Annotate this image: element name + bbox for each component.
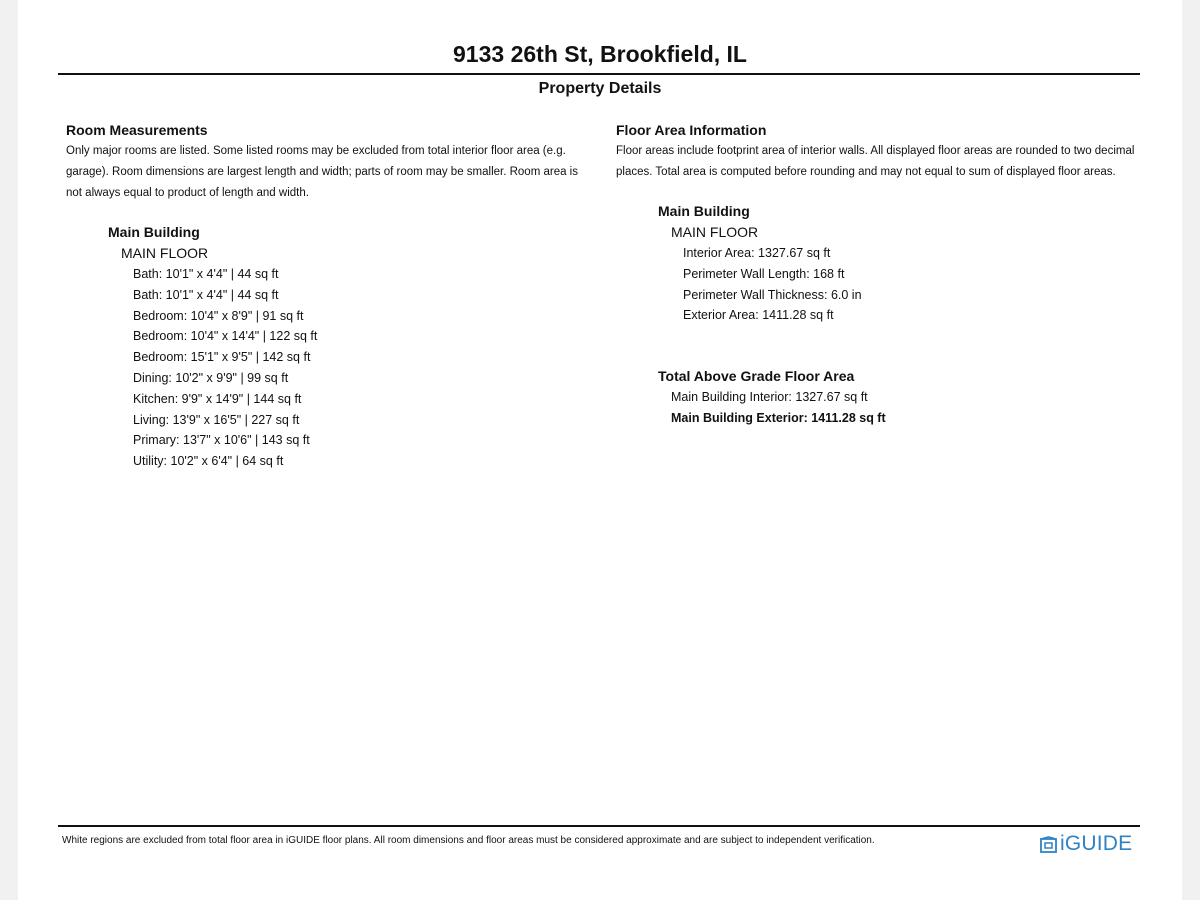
room-item: Bedroom: 10'4" x 14'4" | 122 sq ft xyxy=(133,329,318,344)
iguide-logo-text: iGUIDE xyxy=(1060,832,1133,855)
page-title: 9133 26th St, Brookfield, IL xyxy=(453,41,747,67)
room-list-group xyxy=(66,222,596,472)
total-exterior-value: Main Building Exterior: 1411.28 sq ft xyxy=(671,411,886,426)
iguide-logo-icon xyxy=(1040,836,1057,853)
room-item: Living: 13'9" x 16'5" | 227 sq ft xyxy=(133,412,300,427)
total-above-grade-heading: Total Above Grade Floor Area xyxy=(658,368,855,385)
floor-label: MAIN FLOOR xyxy=(671,224,759,240)
floor-area-heading: Floor Area Information xyxy=(616,122,767,138)
floor-area-item: Exterior Area: 1411.28 sq ft xyxy=(683,308,834,323)
floor-label: MAIN FLOOR xyxy=(121,245,209,261)
floor-area-item: Interior Area: 1327.67 sq ft xyxy=(683,246,831,260)
footer-divider xyxy=(58,825,1140,827)
room-measurements-note: Only major rooms are listed. Some listed rooms may be excluded from total interior floor area (e.g. garage). Room dimensions are largest length and width; parts of room may be smaller. Room area is not always equal to product of length and width. xyxy=(66,145,578,199)
room-measurements-section xyxy=(66,121,596,472)
building-label: Main Building xyxy=(108,224,200,240)
floor-area-group xyxy=(616,201,1156,326)
total-above-grade-group xyxy=(616,366,1156,429)
room-item: Dining: 10'2" x 9'9" | 99 sq ft xyxy=(133,370,289,385)
room-item: Bath: 10'1" x 4'4" | 44 sq ft xyxy=(133,287,279,302)
room-item: Primary: 13'7" x 10'6" | 143 sq ft xyxy=(133,433,310,448)
floor-area-item: Perimeter Wall Length: 168 ft xyxy=(683,266,845,281)
room-item: Bedroom: 10'4" x 8'9" | 91 sq ft xyxy=(133,308,304,323)
floor-area-list xyxy=(616,243,1156,326)
footer-disclaimer: White regions are excluded from total floor area in iGUIDE floor plans. All room dimensions and floor areas must be considered approximate and are subject to independent verification. xyxy=(62,835,875,846)
iguide-logo xyxy=(1040,831,1132,857)
header-divider xyxy=(58,73,1140,75)
room-item: Kitchen: 9'9" x 14'9" | 144 sq ft xyxy=(133,391,302,406)
report-page xyxy=(18,0,1182,900)
floor-area-item: Perimeter Wall Thickness: 6.0 in xyxy=(683,287,862,302)
room-item: Utility: 10'2" x 6'4" | 64 sq ft xyxy=(133,454,284,469)
room-item: Bath: 10'1" x 4'4" | 44 sq ft xyxy=(133,267,279,281)
floor-area-section xyxy=(616,121,1156,429)
page-subtitle: Property Details xyxy=(538,80,662,97)
room-measurements-heading: Room Measurements xyxy=(66,122,208,138)
total-interior-value: Main Building Interior: 1327.67 sq ft xyxy=(671,390,868,405)
room-item: Bedroom: 15'1" x 9'5" | 142 sq ft xyxy=(133,350,311,365)
room-list xyxy=(66,264,596,472)
building-label: Main Building xyxy=(658,203,750,219)
floor-area-note: Floor areas include footprint area of interior walls. All displayed floor areas are rounded to two decimal places. Total area is computed before rounding and may not equal to sum of displayed floor areas. xyxy=(616,145,1135,178)
